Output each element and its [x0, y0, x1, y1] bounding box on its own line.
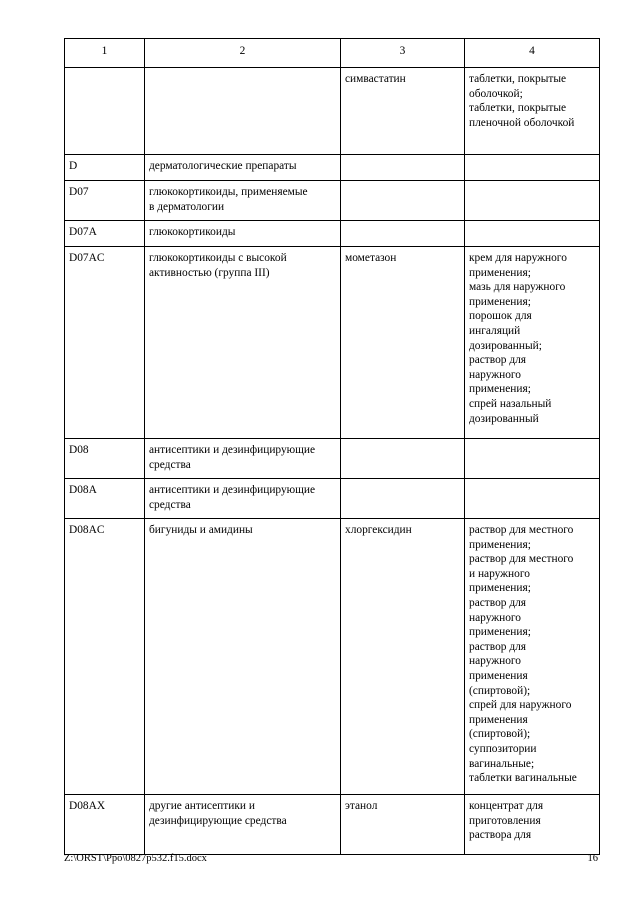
dosage-forms-cell [465, 221, 600, 247]
dosage-form-line: мазь для наружного [469, 281, 566, 294]
atc-code-cell: D [65, 155, 145, 181]
dosage-form-line: применения [469, 713, 528, 726]
dosage-forms-cell [465, 68, 600, 155]
group-name-line: глюкокортикоиды, применяемые [149, 186, 308, 198]
dosage-forms-cell [465, 795, 600, 855]
group-name-line: средства [149, 458, 191, 471]
dosage-form-line: (спиртовой); [469, 684, 531, 697]
atc-code-cell [65, 68, 145, 155]
drug-name-cell: симвастатин [341, 68, 465, 155]
drug-name-cell [341, 479, 465, 519]
group-name-line: глюкокортикоиды с высокой [149, 252, 287, 264]
table-row [65, 479, 600, 519]
atc-code-cell: D08 [65, 439, 145, 479]
drug-name-cell [341, 439, 465, 479]
table-row [65, 221, 600, 247]
dosage-forms-cell [465, 439, 600, 479]
dosage-form-line: применения; [469, 295, 531, 308]
drug-name-cell: этанол [341, 795, 465, 855]
dosage-form-line: раствора для [469, 829, 532, 842]
dosage-form-line: концентрат для [469, 800, 544, 812]
dosage-form-line: таблетки, покрытые [469, 102, 567, 115]
dosage-form-line: применения; [469, 538, 531, 551]
dosage-form-line: применения; [469, 626, 531, 639]
group-name-line: активностью (группа III) [149, 266, 270, 279]
group-name-cell [145, 519, 341, 795]
drug-name-cell [341, 155, 465, 181]
dosage-form-line: наружного [469, 655, 521, 668]
dosage-forms-cell [465, 247, 600, 439]
table-row [65, 519, 600, 795]
drug-classification-table [64, 38, 600, 855]
group-name-line: антисептики и дезинфицирующие [149, 444, 316, 456]
column-header: 2 [145, 39, 341, 68]
dosage-form-line: таблетки, покрытые [469, 73, 567, 85]
dosage-form-line: наружного [469, 368, 521, 381]
dosage-form-line: раствор для местного [469, 553, 574, 566]
dosage-form-line: приготовления [469, 814, 541, 827]
drug-name-cell [341, 181, 465, 221]
column-header: 1 [65, 39, 145, 68]
dosage-form-line: таблетки вагинальные [469, 772, 577, 785]
group-name-line: бигуниды и амидины [149, 524, 253, 536]
dosage-form-line: раствор для местного [469, 524, 574, 536]
atc-code-cell: D08AX [65, 795, 145, 855]
dosage-form-line: дозированный; [469, 339, 542, 352]
atc-code-cell: D08A [65, 479, 145, 519]
dosage-form-line: порошок для [469, 310, 532, 323]
group-name-cell [145, 181, 341, 221]
atc-code-cell: D08AC [65, 519, 145, 795]
table-row [65, 181, 600, 221]
table-body [65, 68, 600, 855]
dosage-form-line: наружного [469, 611, 521, 624]
table-row [65, 68, 600, 155]
group-name-cell [145, 795, 341, 855]
table-row [65, 155, 600, 181]
group-name-line: средства [149, 498, 191, 511]
group-name-cell [145, 439, 341, 479]
group-name-cell [145, 247, 341, 439]
atc-code-cell: D07 [65, 181, 145, 221]
table-row [65, 795, 600, 855]
table-row [65, 439, 600, 479]
group-name-line: в дерматологии [149, 200, 225, 213]
group-name-line: антисептики и дезинфицирующие [149, 484, 316, 496]
dosage-forms-cell [465, 181, 600, 221]
drug-name-cell: хлоргексидин [341, 519, 465, 795]
dosage-form-line: (спиртовой); [469, 728, 531, 741]
dosage-form-line: и наружного [469, 567, 530, 580]
drug-name-cell [341, 221, 465, 247]
column-header: 4 [465, 39, 600, 68]
dosage-form-line: вагинальные; [469, 757, 535, 770]
page-number: 16 [587, 853, 598, 864]
column-header: 3 [341, 39, 465, 68]
dosage-form-line: применения [469, 669, 528, 682]
atc-code-cell: D07AC [65, 247, 145, 439]
dosage-form-line: пленочной оболочкой [469, 116, 575, 129]
drug-name-cell: мометазон [341, 247, 465, 439]
dosage-forms-cell [465, 519, 600, 795]
group-name-line: дерматологические препараты [149, 160, 297, 172]
dosage-form-line: применения; [469, 383, 531, 396]
dosage-form-line: спрей назальный [469, 397, 552, 410]
dosage-form-line: ингаляций [469, 324, 521, 337]
group-name-line: дезинфицирующие средства [149, 814, 287, 827]
atc-code-cell: D07A [65, 221, 145, 247]
group-name-cell [145, 155, 341, 181]
group-name-cell [145, 68, 341, 155]
dosage-form-line: применения; [469, 582, 531, 595]
group-name-cell [145, 479, 341, 519]
dosage-form-line: раствор для [469, 640, 527, 653]
group-name-line: глюкокортикоиды [149, 226, 236, 238]
dosage-forms-cell [465, 479, 600, 519]
group-name-line: другие антисептики и [149, 800, 255, 812]
group-name-cell [145, 221, 341, 247]
dosage-form-line: раствор для [469, 596, 527, 609]
footer-file-path: Z:\ORST\Ppo\0827p532.f15.docx [64, 853, 207, 864]
dosage-form-line: суппозитории [469, 742, 537, 755]
dosage-forms-cell [465, 155, 600, 181]
dosage-form-line: оболочкой; [469, 87, 523, 100]
dosage-form-line: раствор для [469, 354, 527, 367]
dosage-form-line: крем для наружного [469, 252, 567, 264]
dosage-form-line: применения; [469, 266, 531, 279]
table-header-row [65, 39, 600, 68]
dosage-form-line: дозированный [469, 412, 539, 425]
dosage-form-line: спрей для наружного [469, 699, 572, 712]
table-row [65, 247, 600, 439]
